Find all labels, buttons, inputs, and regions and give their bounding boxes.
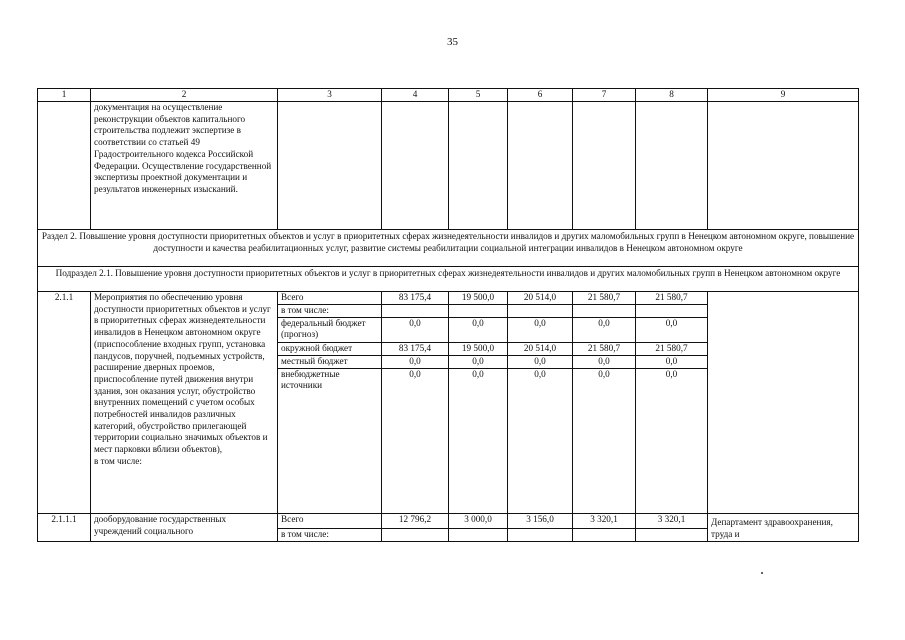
value-col8: 21 580,7 [636, 343, 708, 356]
funding-row-total [38, 514, 859, 529]
item-description: дооборудование государственных учреждений социального [91, 514, 278, 542]
value-col8: 21 580,7 [636, 292, 708, 305]
value-col6: 0,0 [508, 318, 573, 343]
value-col4: 0,0 [382, 369, 449, 514]
value-col6: 20 514,0 [508, 343, 573, 356]
value-col7: 21 580,7 [573, 292, 636, 305]
header-cell: 6 [508, 89, 573, 102]
value-col6: 0,0 [508, 356, 573, 369]
value-col5: 19 500,0 [449, 292, 508, 305]
responsible-cell [708, 292, 859, 514]
funding-source: в том числе: [278, 529, 382, 542]
item-number: 2.1.1 [38, 292, 91, 514]
header-cell: 1 [38, 89, 91, 102]
value-col4: 0,0 [382, 318, 449, 343]
value-col5: 0,0 [449, 356, 508, 369]
subsection-title: Подраздел 2.1. Повышение уровня доступности приоритетных объектов и услуг в приоритетных сферах жизнедеятельности инвалидов и других маломобильных групп в Ненецком автономном округе [38, 267, 859, 292]
item-description: Мероприятия по обеспечению уровня доступности приоритетных объектов и услуг в приоритетных сферах жизнедеятельности инвалидов в Ненецком автономном округе (приспособление входных групп, установка пандусов, поручней, подъемных устройств, расширение дверных проемов, приспособление путей движения внутри здания, зон оказания услуг, обустройство внутренних помещений с учетом особых потребностей инвалидов различных категорий, обустройство прилегающей территории социально значимых объектов и мест парковки вблизи объектов), в том числе: [91, 292, 278, 514]
value-col7: 0,0 [573, 356, 636, 369]
item-number: 2.1.1.1 [38, 514, 91, 542]
header-cell: 5 [449, 89, 508, 102]
header-cell: 8 [636, 89, 708, 102]
funding-row-total [38, 292, 859, 305]
value-col5: 3 000,0 [449, 514, 508, 529]
value-col5: 0,0 [449, 318, 508, 343]
subsection-row [38, 267, 859, 292]
scan-speck [761, 572, 763, 574]
header-cell: 2 [91, 89, 278, 102]
header-cell: 9 [708, 89, 859, 102]
value-col6: 0,0 [508, 369, 573, 514]
value-col8: 0,0 [636, 369, 708, 514]
continued-text: документация на осуществление реконструкции объектов капитального строительства подлежит экспертизе в соответствии со статьей 49 Градостроительного кодекса Российской Федерации. Осуществление государственной экспертизы проектной документации и результатов инженерных изысканий. [91, 102, 278, 230]
value-col8: 3 320,1 [636, 514, 708, 529]
header-cell: 3 [278, 89, 382, 102]
value-col5: 0,0 [449, 369, 508, 514]
value-col8: 0,0 [636, 356, 708, 369]
value-col4: 0,0 [382, 356, 449, 369]
header-cell: 7 [573, 89, 636, 102]
funding-source: федеральный бюджет (прогноз) [278, 318, 382, 343]
value-col7: 21 580,7 [573, 343, 636, 356]
program-table [37, 88, 859, 542]
funding-source: в том числе: [278, 305, 382, 318]
header-cell: 4 [382, 89, 449, 102]
funding-source: местный бюджет [278, 356, 382, 369]
value-col6: 20 514,0 [508, 292, 573, 305]
funding-source: внебюджетные источники [278, 369, 382, 514]
funding-source: Всего [278, 514, 382, 529]
value-col6: 3 156,0 [508, 514, 573, 529]
value-col7: 3 320,1 [573, 514, 636, 529]
funding-source: Всего [278, 292, 382, 305]
section-title: Раздел 2. Повышение уровня доступности приоритетных объектов и услуг в приоритетных сферах жизнедеятельности инвалидов и других маломобильных групп в Ненецком автономном округе, повышение доступности и качества реабилитационных услуг, развитие системы реабилитации социальной интеграции инвалидов в Ненецком автономном округе [38, 230, 859, 267]
value-col5: 19 500,0 [449, 343, 508, 356]
section-row [38, 230, 859, 267]
value-col7: 0,0 [573, 369, 636, 514]
value-col4: 83 175,4 [382, 343, 449, 356]
funding-source: окружной бюджет [278, 343, 382, 356]
continued-row [38, 102, 859, 230]
value-col4: 12 796,2 [382, 514, 449, 529]
value-col4: 83 175,4 [382, 292, 449, 305]
responsible-cell: Департамент здравоохранения, труда и [708, 514, 859, 542]
page-number: 35 [447, 36, 458, 48]
header-row [38, 89, 859, 102]
value-col7: 0,0 [573, 318, 636, 343]
value-col8: 0,0 [636, 318, 708, 343]
